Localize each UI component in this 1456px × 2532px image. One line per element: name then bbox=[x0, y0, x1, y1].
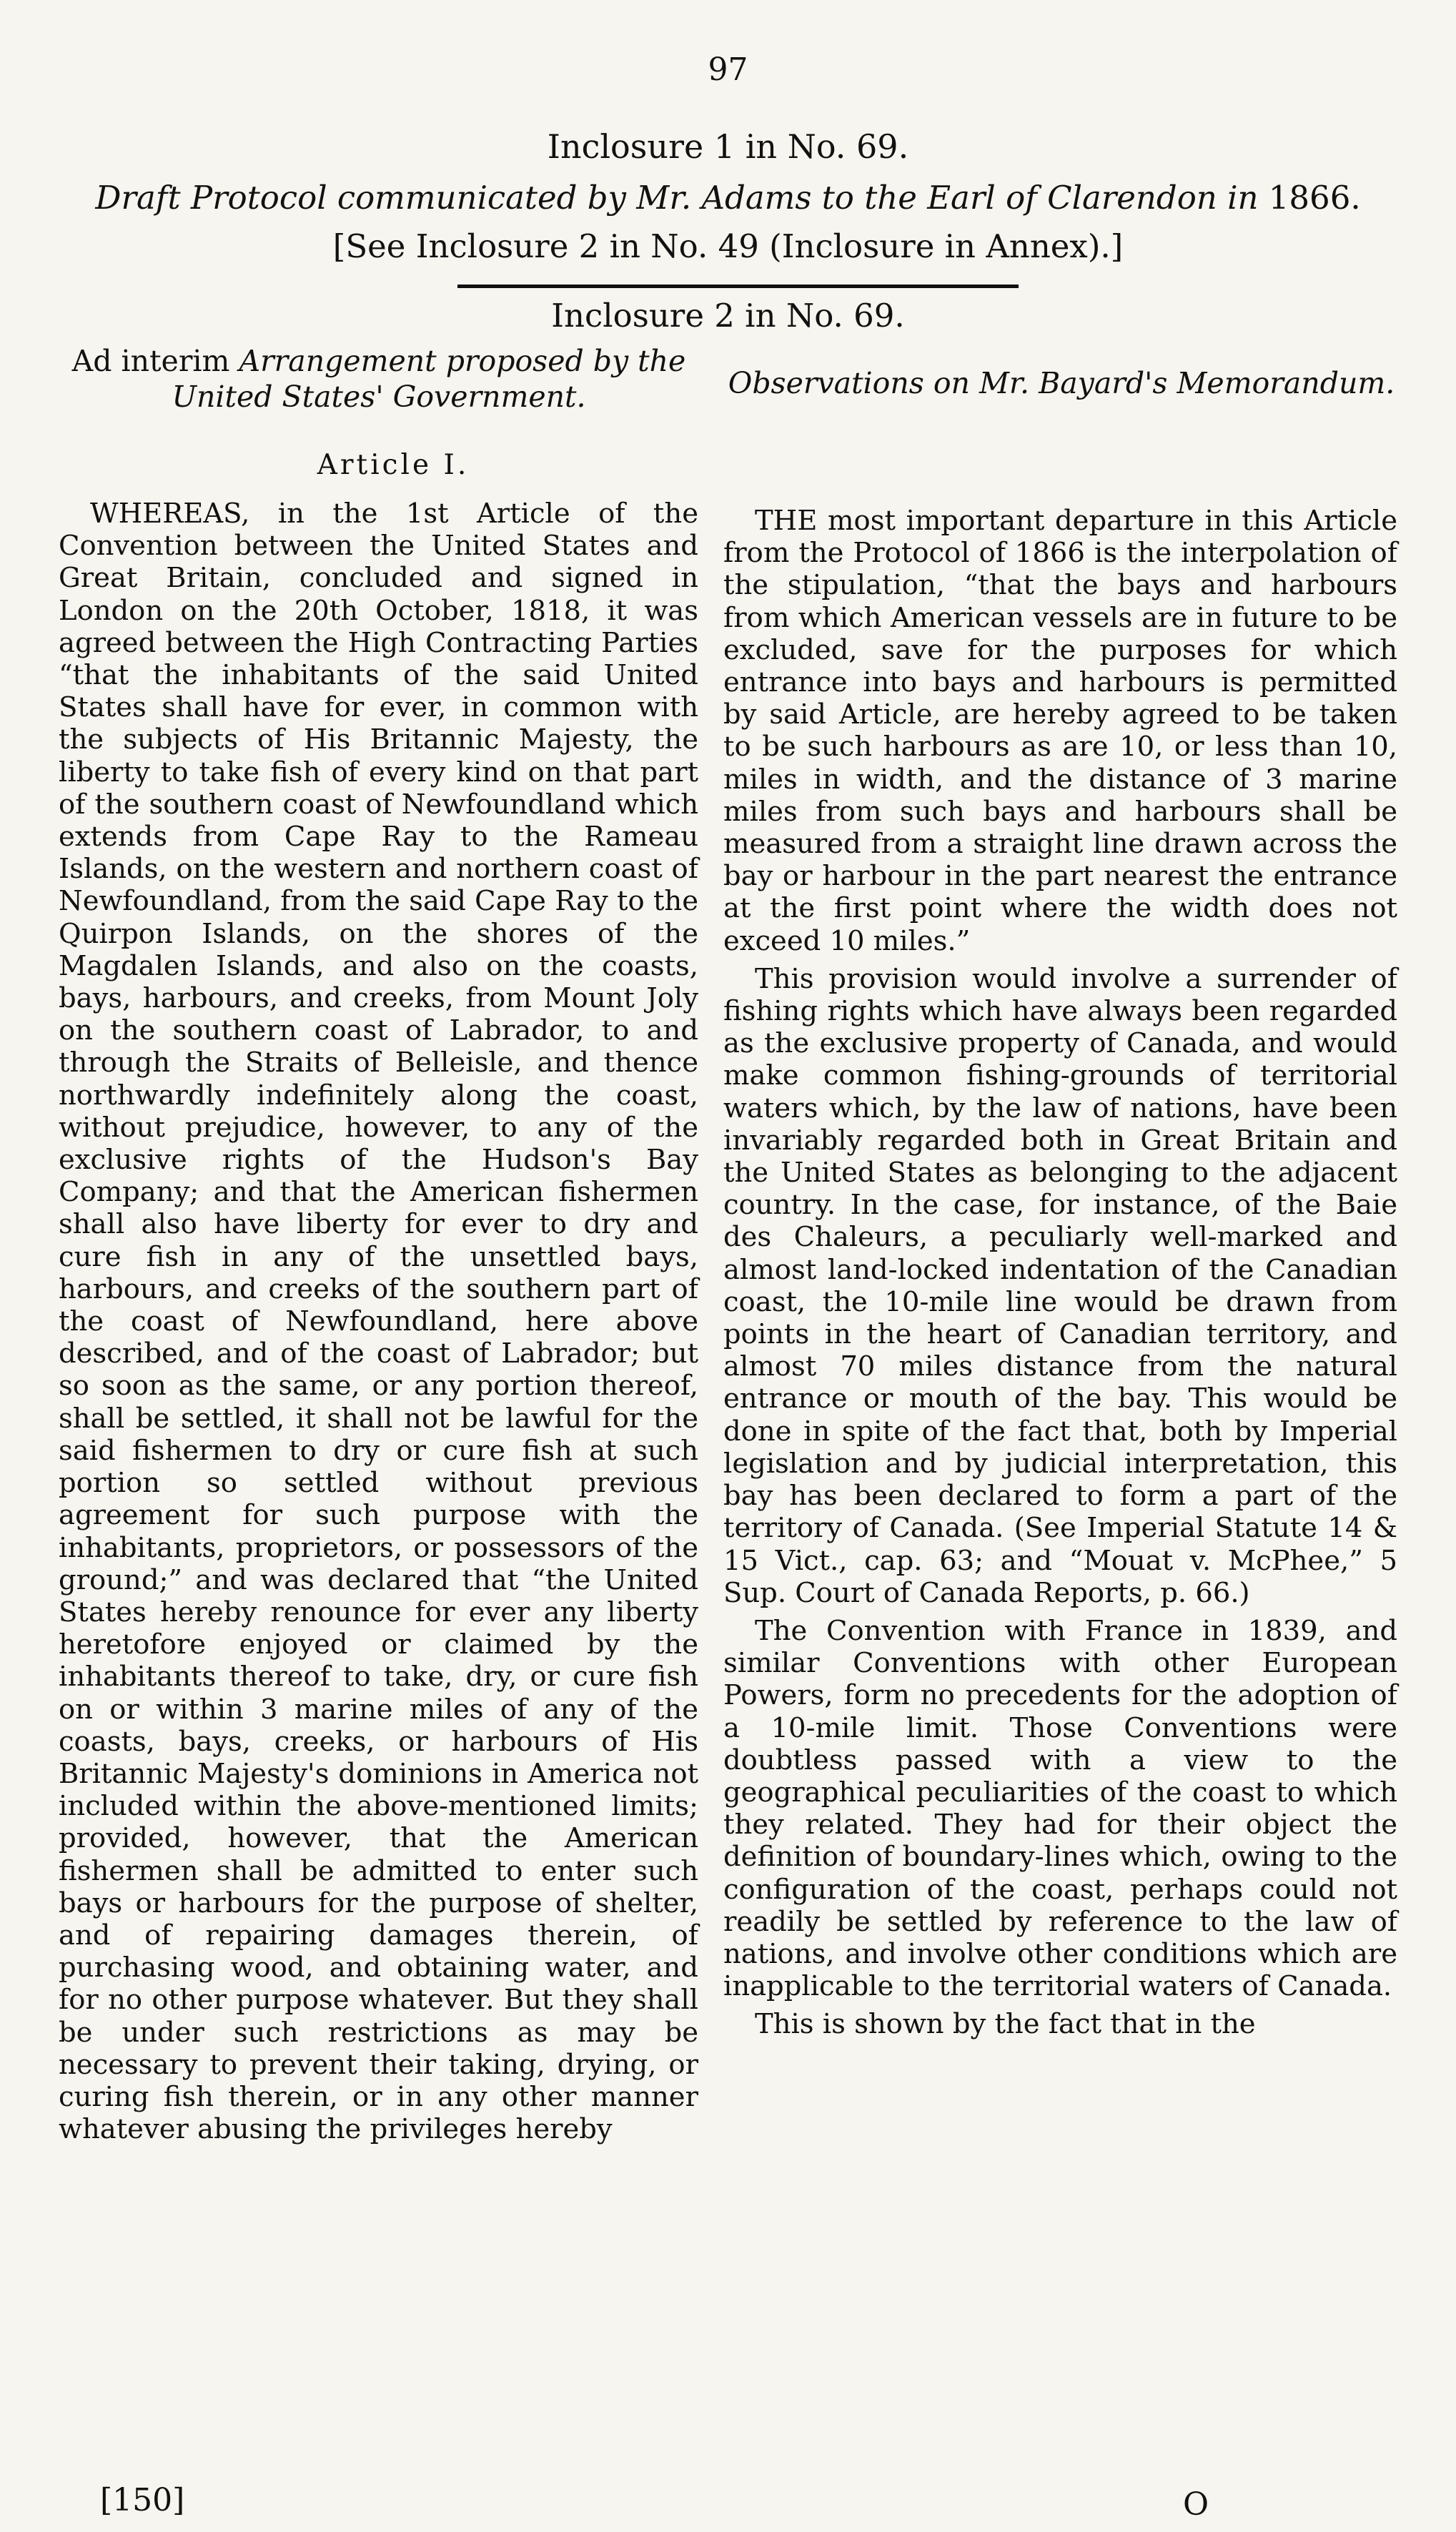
draft-protocol-line bbox=[0, 179, 1456, 217]
section-divider bbox=[457, 285, 1019, 288]
left-heading-italic: Arrangement proposed by the United States' Government. bbox=[172, 344, 686, 414]
inclosure-1-title: Inclosure 1 in No. 69. bbox=[547, 127, 909, 166]
printer-signature: [150] bbox=[100, 2482, 185, 2518]
observation-paragraph-3: The Convention with France in 1839, and similar Conventions with other European Powers, form no precedents for the adoption of a 10-mile limit. Those Conventions were doubtless passed with a view to the geographical peculiarities of the coast to which they related. They had for their object the definition of boundary-lines which, owing to the configuration of the coast, perhaps could not readily be settled by reference to the law of nations, and involve other conditions which are inapplicable to the territorial waters of Canada. bbox=[723, 1614, 1397, 2003]
right-column-heading: Observations on Mr. Bayard's Memorandum. bbox=[728, 366, 1395, 400]
observation-paragraph-1: THE most important departure in this Article from the Protocol of 1866 is the interpolation of the stipulation, “that the bays and harbours from which American vessels are in future to be excluded, save for the purposes for which entrance into bays and harbours is permitted by said Article, are hereby agreed to be taken to be such harbours as are 10, or less than 10, miles in width, and the distance of 3 marine miles from such bays and harbours shall be measured from a straight line drawn across the bay or harbour in the part nearest the entrance at the first point where the width does not exceed 10 miles.” bbox=[723, 505, 1397, 957]
article-heading: Article I. bbox=[317, 449, 470, 481]
observation-paragraph-2: This provision would involve a surrender of fishing rights which have always been regarded as the exclusive property of Canada, and would make common fishing-grounds of territorial waters which, by the law of nations, have been invariably regarded both in Great Britain and the United States as belonging to the adjacent country. In the case, for instance, of the Baie des Chaleurs, a peculiarly well-marked and almost land-locked indentation of the Canadian coast, the 10-mile line would be drawn from points in the heart of Canadian territory, and almost 70 miles distance from the natural entrance or mouth of the bay. This would be done in spite of the fact that, both by Imperial legislation and by judicial interpretation, this bay has been declared to form a part of the territory of Canada. (See Imperial Statute 14 & 15 Vict., cap. 63; and “Mouat v. McPhee,” 5 Sup. Court of Canada Reports, p. 66.) bbox=[723, 962, 1397, 1609]
inclosure-2-title: Inclosure 2 in No. 69. bbox=[551, 297, 905, 335]
see-note: [See Inclosure 2 in No. 49 (Inclosure in Annex).] bbox=[332, 227, 1124, 265]
page-number: 97 bbox=[708, 51, 748, 88]
article-paragraph: WHEREAS, in the 1st Article of the Convention between the United States and Great Britain, concluded and signed in London on the 20th October, 1818, it was agreed between the High Contracting Parties “that the inhabitants of the said United States shall have for ever, in common with the subjects of His Britannic Majesty, the liberty to take fish of every kind on that part of the southern coast of Newfoundland which extends from Cape Ray to the Rameau Islands, on the western and northern coast of Newfoundland, from the said Cape Ray to the Quirpon Islands, on the shores of the Magdalen Islands, and also on the coasts, bays, harbours, and creeks, from Mount Joly on the southern coast of Labrador, to and through the Straits of Belleisle, and thence northwardly indefinitely along the coast, without prejudice, however, to any of the exclusive rights of the Hudson's Bay Company; and that the American fishermen shall also have liberty for ever to dry and cure fish in any of the unsettled bays, harbours, and creeks of the southern part of the coast of Newfoundland, here above described, and of the coast of Labrador; but so soon as the same, or any portion thereof, shall be settled, it shall not be lawful for the said fishermen to dry or cure fish at such portion so settled without previous agreement for such purpose with the inhabitants, proprietors, or possessors of the ground;” and was declared that “the United States hereby renounce for ever any liberty heretofore enjoyed or claimed by the inhabitants thereof to take, dry, or cure fish on or within 3 marine miles of any of the coasts, bays, creeks, or harbours of His Britannic Majesty's dominions in America not included within the above-mentioned limits; provided, however, that the American fishermen shall be admitted to enter such bays or harbours for the purpose of shelter, and of repairing damages therein, of purchasing wood, and obtaining water, and for no other purpose whatever. But they shall be under such restrictions as may be necessary to prevent their taking, drying, or curing fish therein, or in any other manner whatever abusing the privileges hereby bbox=[59, 498, 698, 2146]
draft-protocol-year: 1866. bbox=[1268, 179, 1361, 217]
left-heading-prefix: Ad interim bbox=[71, 344, 230, 378]
left-column-text bbox=[59, 498, 698, 2151]
observation-paragraph-4: This is shown by the fact that in the bbox=[755, 2008, 1256, 2041]
right-column-text bbox=[723, 505, 1397, 2047]
left-column-heading bbox=[57, 343, 700, 415]
draft-protocol-text: Draft Protocol communicated by Mr. Adams to the Earl of Clarendon in bbox=[95, 179, 1259, 217]
sheet-letter: O bbox=[1183, 2486, 1209, 2523]
